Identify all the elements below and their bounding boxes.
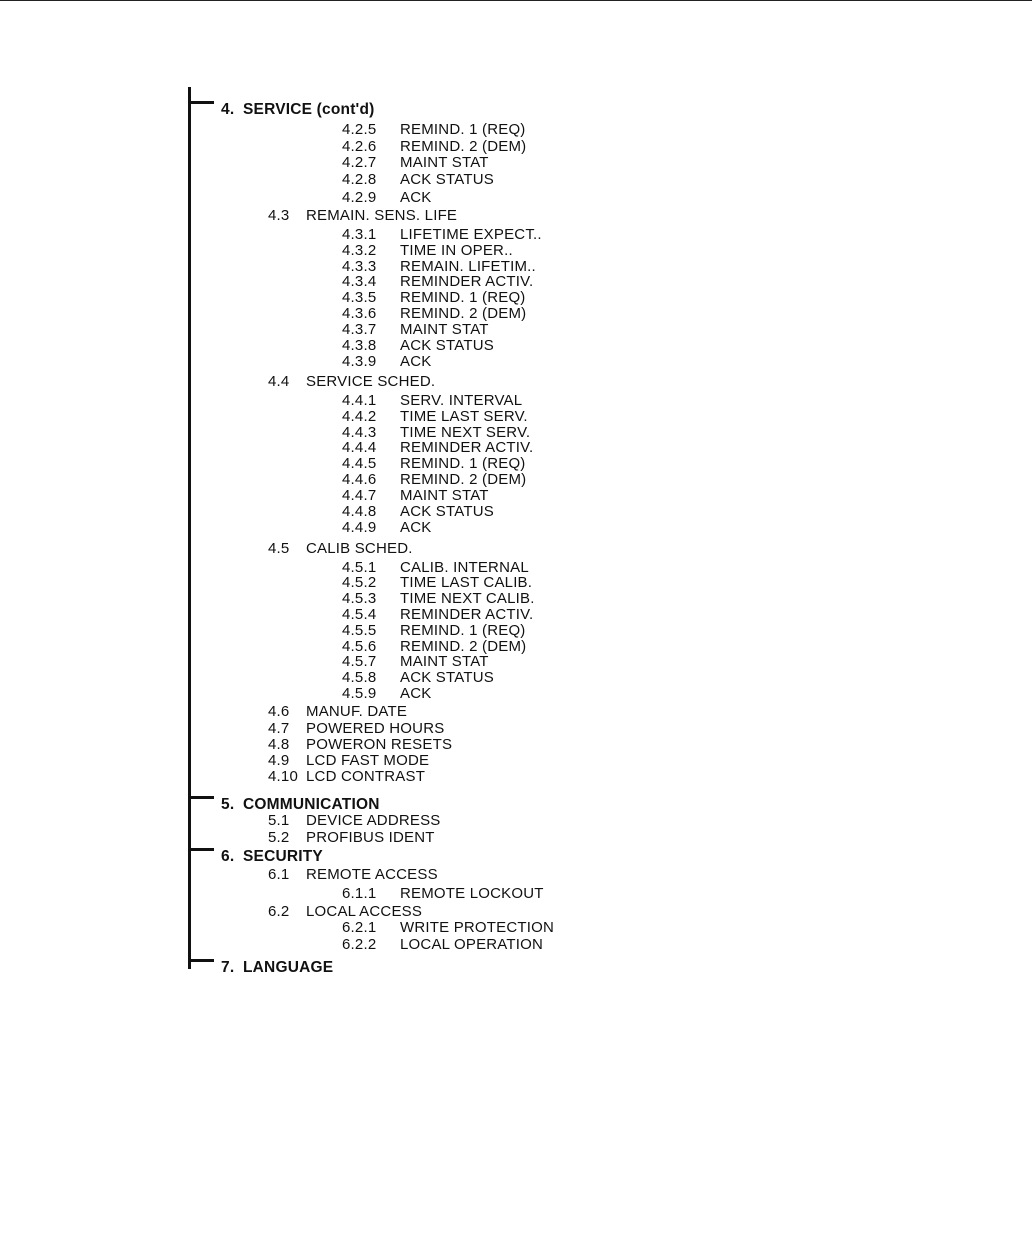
menu-item-number: 4.5.2 (342, 574, 377, 591)
menu-item-number: 4.2.5 (342, 121, 377, 138)
menu-item (342, 686, 431, 702)
menu-item-label: REMIND. 2 (DEM) (400, 638, 527, 655)
menu-item (342, 155, 489, 171)
menu-item (268, 374, 435, 390)
menu-section (221, 960, 333, 976)
menu-item-label: ACK (400, 353, 432, 370)
menu-item-number: 7. (221, 959, 235, 976)
menu-item-label: REMINDER ACTIV. (400, 273, 534, 290)
menu-item-number: 5. (221, 796, 235, 813)
menu-item (342, 338, 494, 354)
tree-branch-tick (188, 848, 214, 851)
menu-item (268, 830, 435, 846)
menu-item (342, 227, 542, 243)
menu-item-label: TIME LAST SERV. (400, 408, 528, 425)
menu-item (342, 243, 513, 259)
menu-item-number: 6. (221, 848, 235, 865)
menu-item (342, 172, 494, 188)
menu-item-number: 4.4.1 (342, 392, 377, 409)
menu-item-label: LIFETIME EXPECT.. (400, 226, 542, 243)
menu-item-number: 6.2.1 (342, 919, 377, 936)
menu-item (342, 520, 431, 536)
menu-item-label: REMIND. 1 (REQ) (400, 121, 526, 138)
menu-item-label: REMINDER ACTIV. (400, 439, 534, 456)
menu-item (342, 920, 554, 936)
menu-item-label: TIME LAST CALIB. (400, 574, 533, 591)
menu-item-label: MAINT STAT (400, 154, 489, 171)
menu-item-label: SECURITY (243, 848, 323, 865)
menu-item (268, 769, 425, 785)
menu-item (342, 591, 535, 607)
menu-tree-trunk (188, 87, 191, 969)
menu-item-label: WRITE PROTECTION (400, 919, 555, 936)
menu-item-number: 4.3.7 (342, 321, 377, 338)
menu-item-label: MAINT STAT (400, 653, 489, 670)
menu-item-label: LCD CONTRAST (306, 768, 426, 785)
menu-item (342, 306, 526, 322)
menu-item-label: REMOTE ACCESS (306, 866, 438, 883)
menu-item-number: 4.9 (268, 752, 290, 769)
menu-item (342, 290, 526, 306)
menu-item-number: 4.10 (268, 768, 298, 785)
menu-item-label: REMAIN. LIFETIM.. (400, 258, 536, 275)
menu-item-number: 4.3.3 (342, 258, 377, 275)
menu-item-number: 4.3.6 (342, 305, 377, 322)
menu-item (342, 456, 526, 472)
menu-item (342, 886, 544, 902)
menu-item (268, 753, 429, 769)
menu-item-label: REMIND. 1 (REQ) (400, 455, 526, 472)
menu-item-label: REMIND. 1 (REQ) (400, 622, 526, 639)
menu-item (268, 904, 422, 920)
menu-item (342, 409, 528, 425)
menu-item-number: 4.4.9 (342, 519, 377, 536)
menu-section (221, 849, 323, 865)
menu-item-label: ACK (400, 519, 432, 536)
menu-item-label: ACK STATUS (400, 669, 494, 686)
menu-item-number: 4.4.4 (342, 439, 377, 456)
menu-item (342, 670, 494, 686)
menu-item-label: ACK STATUS (400, 503, 494, 520)
menu-item-number: 4.3.9 (342, 353, 377, 370)
menu-item-label: SERV. INTERVAL (400, 392, 523, 409)
menu-item-number: 4.7 (268, 720, 290, 737)
menu-item-number: 4.2.6 (342, 138, 377, 155)
menu-item-label: ACK (400, 685, 432, 702)
menu-item-label: REMAIN. SENS. LIFE (306, 207, 458, 224)
menu-item-number: 4.5.9 (342, 685, 377, 702)
menu-item-label: CALIB SCHED. (306, 540, 413, 557)
menu-item-label: LCD FAST MODE (306, 752, 430, 769)
menu-item (342, 623, 526, 639)
menu-item-number: 4.4 (268, 373, 290, 390)
menu-item-label: REMINDER ACTIV. (400, 606, 534, 623)
menu-item (342, 575, 532, 591)
menu-item-label: MAINT STAT (400, 487, 489, 504)
menu-item-number: 4.4.5 (342, 455, 377, 472)
menu-item-number: 4.3.1 (342, 226, 377, 243)
menu-item (342, 472, 526, 488)
menu-item (268, 208, 457, 224)
menu-item-label: REMIND. 2 (DEM) (400, 138, 527, 155)
menu-item-label: REMIND. 2 (DEM) (400, 305, 527, 322)
menu-item-number: 6.2.2 (342, 936, 377, 953)
menu-item-label: DEVICE ADDRESS (306, 812, 441, 829)
menu-item-number: 4.2.8 (342, 171, 377, 188)
menu-item-label: ACK (400, 189, 432, 206)
menu-item-label: CALIB. INTERNAL (400, 559, 529, 576)
menu-item-number: 4.4.2 (342, 408, 377, 425)
menu-item (268, 737, 452, 753)
menu-item-label: ACK STATUS (400, 337, 494, 354)
menu-item-number: 4.5.1 (342, 559, 377, 576)
menu-item-number: 4.3.2 (342, 242, 377, 259)
menu-item-label: TIME IN OPER.. (400, 242, 513, 259)
menu-item (342, 354, 431, 370)
menu-item (342, 488, 489, 504)
menu-item-label: POWERED HOURS (306, 720, 445, 737)
menu-item-number: 4.5.7 (342, 653, 377, 670)
menu-section (221, 797, 380, 813)
menu-item (268, 721, 444, 737)
menu-item-number: 4.3.8 (342, 337, 377, 354)
menu-item-number: 4.8 (268, 736, 290, 753)
menu-item-label: TIME NEXT CALIB. (400, 590, 535, 607)
tree-branch-tick (188, 959, 214, 962)
menu-item-number: 4.4.7 (342, 487, 377, 504)
tree-branch-tick (188, 101, 214, 104)
menu-item-label: ACK STATUS (400, 171, 494, 188)
menu-item (342, 274, 533, 290)
menu-item (342, 322, 489, 338)
menu-item-label: LANGUAGE (243, 959, 334, 976)
menu-item-label: MANUF. DATE (306, 703, 408, 720)
menu-item (268, 704, 407, 720)
menu-item-label: TIME NEXT SERV. (400, 424, 531, 441)
menu-item-label: REMIND. 1 (REQ) (400, 289, 526, 306)
menu-item-number: 4.5.5 (342, 622, 377, 639)
menu-item (342, 504, 494, 520)
menu-item-number: 4.2.7 (342, 154, 377, 171)
menu-item-label: LOCAL OPERATION (400, 936, 544, 953)
menu-item-number: 4.4.8 (342, 503, 377, 520)
menu-item-number: 4.5 (268, 540, 290, 557)
menu-item-number: 6.1.1 (342, 885, 377, 902)
menu-item-number: 4. (221, 101, 235, 118)
menu-item-number: 4.4.3 (342, 424, 377, 441)
menu-item (342, 607, 533, 623)
menu-item (342, 122, 526, 138)
menu-item-number: 4.3.4 (342, 273, 377, 290)
menu-item-number: 4.6 (268, 703, 290, 720)
menu-item-number: 6.2 (268, 903, 290, 920)
menu-item-label: PROFIBUS IDENT (306, 829, 435, 846)
menu-item-number: 4.3 (268, 207, 290, 224)
menu-item-number: 4.5.8 (342, 669, 377, 686)
menu-item-number: 4.5.4 (342, 606, 377, 623)
menu-section (221, 102, 374, 118)
menu-item (342, 440, 533, 456)
menu-item (342, 393, 522, 409)
menu-item-number: 4.5.6 (342, 638, 377, 655)
menu-item (342, 937, 543, 953)
menu-item-number: 4.5.3 (342, 590, 377, 607)
menu-item-number: 5.1 (268, 812, 290, 829)
menu-item (342, 190, 431, 206)
menu-item-label: LOCAL ACCESS (306, 903, 423, 920)
menu-item (268, 813, 441, 829)
menu-item (268, 541, 413, 557)
menu-item-label: MAINT STAT (400, 321, 489, 338)
menu-item-number: 6.1 (268, 866, 290, 883)
menu-item-number: 5.2 (268, 829, 290, 846)
menu-item-number: 4.4.6 (342, 471, 377, 488)
menu-item (268, 867, 438, 883)
top-rule (0, 0, 1032, 1)
menu-item-label: COMMUNICATION (243, 796, 380, 813)
menu-item-label: POWERON RESETS (306, 736, 453, 753)
menu-item-label: REMOTE LOCKOUT (400, 885, 544, 902)
menu-item-number: 4.2.9 (342, 189, 377, 206)
menu-item (342, 654, 489, 670)
menu-item (342, 139, 526, 155)
menu-item-label: SERVICE (cont'd) (243, 101, 375, 118)
tree-branch-tick (188, 796, 214, 799)
menu-item-label: REMIND. 2 (DEM) (400, 471, 527, 488)
menu-item-number: 4.3.5 (342, 289, 377, 306)
menu-item-label: SERVICE SCHED. (306, 373, 436, 390)
